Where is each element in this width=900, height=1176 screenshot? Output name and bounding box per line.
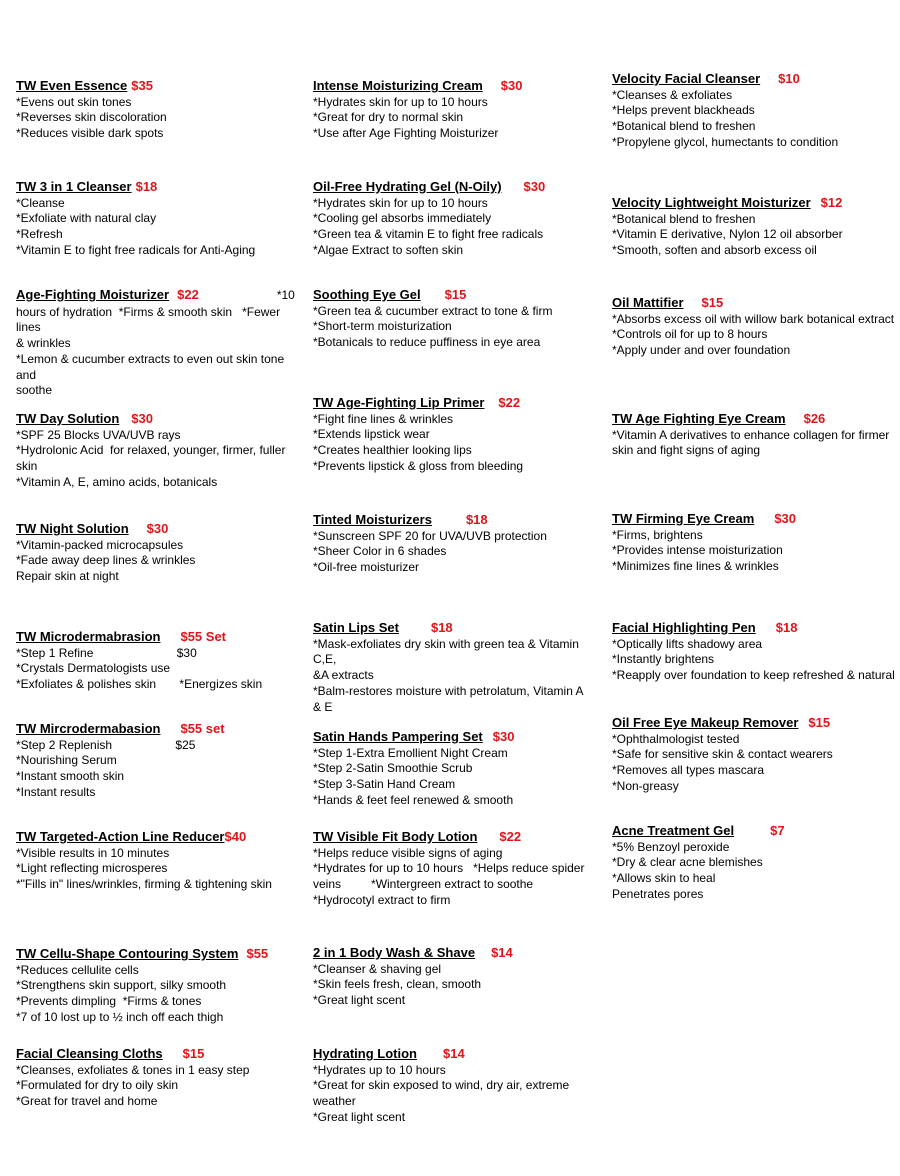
product-detail-line: *Prevents dimpling *Firms & tones bbox=[16, 994, 202, 1009]
product-heading bbox=[16, 411, 301, 427]
product-detail-line: *Optically lifts shadowy area bbox=[612, 636, 763, 651]
product-detail-line: *Smooth, soften and absorb excess oil bbox=[612, 243, 817, 258]
product-detail-line: *Safe for sensitive skin & contact wearers bbox=[612, 747, 833, 762]
product-heading bbox=[612, 511, 897, 527]
product-entry bbox=[313, 78, 593, 142]
product-detail-line: *Firms, brightens bbox=[612, 527, 703, 542]
product-price: $30 bbox=[146, 521, 169, 536]
product-detail-line: *Hands & feet feel renewed & smooth bbox=[313, 792, 514, 807]
product-name: TW Day Solution bbox=[16, 411, 120, 426]
product-detail-line: *Reduces cellulite cells bbox=[16, 962, 139, 977]
product-detail-line: *Hydrocotyl extract to firm bbox=[313, 892, 451, 907]
product-detail-line: *Instantly brightens bbox=[612, 652, 715, 667]
product-detail-line: *Step 1-Extra Emollient Night Cream bbox=[313, 745, 508, 760]
product-name: TW Firming Eye Cream bbox=[612, 511, 755, 526]
product-detail-line: *Fade away deep lines & wrinkles bbox=[16, 553, 196, 568]
product-detail-line: *Visible results in 10 minutes bbox=[16, 845, 170, 860]
product-heading bbox=[16, 179, 301, 195]
product-price: $18 bbox=[775, 620, 798, 635]
product-entry bbox=[612, 411, 897, 459]
product-price: $30 bbox=[523, 179, 546, 194]
product-name: Facial Highlighting Pen bbox=[612, 620, 756, 635]
product-name: Oil-Free Hydrating Gel (N-Oily) bbox=[313, 179, 502, 194]
product-heading bbox=[313, 287, 593, 303]
product-detail-line: &A extracts bbox=[313, 668, 374, 683]
product-detail-line: *Skin feels fresh, clean, smooth bbox=[313, 977, 482, 992]
product-heading bbox=[313, 620, 593, 636]
product-detail-line: *Great for skin exposed to wind, dry air, extreme bbox=[313, 1078, 570, 1093]
product-heading bbox=[612, 823, 897, 839]
heading-extra-text: *10 bbox=[276, 288, 295, 302]
product-heading bbox=[16, 721, 301, 737]
product-name: Facial Cleansing Cloths bbox=[16, 1046, 163, 1061]
product-detail-line: *Reduces visible dark spots bbox=[16, 126, 164, 141]
product-detail-line: *Oil-free moisturizer bbox=[313, 560, 420, 575]
product-name: TW 3 in 1 Cleanser bbox=[16, 179, 132, 194]
product-entry bbox=[612, 823, 897, 903]
product-detail-line: *Ophthalmologist tested bbox=[612, 731, 740, 746]
product-detail-line: *Step 1 Refine $30 bbox=[16, 645, 197, 660]
product-entry bbox=[16, 521, 301, 585]
product-entry bbox=[313, 1046, 593, 1126]
product-detail-line: *Fight fine lines & wrinkles bbox=[313, 411, 454, 426]
product-detail-line: *Green tea & vitamin E to fight free radicals bbox=[313, 227, 544, 242]
product-name: Satin Hands Pampering Set bbox=[313, 729, 483, 744]
product-price: $40 bbox=[224, 829, 247, 844]
product-name: Oil Free Eye Makeup Remover bbox=[612, 715, 799, 730]
product-heading bbox=[313, 729, 593, 745]
product-price: $15 bbox=[808, 715, 831, 730]
product-detail-line: *Instant smooth skin bbox=[16, 769, 125, 784]
product-detail-line: *Hydrates up to 10 hours bbox=[313, 1062, 446, 1077]
product-name: Intense Moisturizing Cream bbox=[313, 78, 483, 93]
product-detail-line: *Allows skin to heal bbox=[612, 871, 716, 886]
product-price: $22 bbox=[499, 829, 522, 844]
product-heading bbox=[16, 78, 301, 94]
product-detail-line: *Vitamin A derivatives to enhance collagen for firmer bbox=[612, 427, 890, 442]
product-detail-line: *Sheer Color in 6 shades bbox=[313, 544, 447, 559]
product-detail-line: *Green tea & cucumber extract to tone & firm bbox=[313, 303, 553, 318]
product-detail-line: *Great for dry to normal skin bbox=[313, 110, 464, 125]
product-entry bbox=[313, 829, 593, 909]
product-detail-line: *Cleanses, exfoliates & tones in 1 easy step bbox=[16, 1062, 250, 1077]
product-detail-line: weather bbox=[313, 1094, 356, 1109]
product-detail-line: *Exfoliate with natural clay bbox=[16, 211, 157, 226]
product-detail-line: *Step 2-Satin Smoothie Scrub bbox=[313, 761, 473, 776]
product-detail-line: *Cleanses & exfoliates bbox=[612, 87, 733, 102]
product-heading bbox=[612, 411, 897, 427]
product-name: Oil Mattifier bbox=[612, 295, 684, 310]
product-name: TW Targeted-Action Line Reducer bbox=[16, 829, 225, 844]
product-heading bbox=[16, 629, 301, 645]
product-detail-line: *Evens out skin tones bbox=[16, 94, 132, 109]
product-heading bbox=[16, 521, 301, 537]
product-entry bbox=[612, 715, 897, 795]
product-detail-line: *Apply under and over foundation bbox=[612, 343, 791, 358]
product-detail-line: *Reapply over foundation to keep refreshed & natural bbox=[612, 668, 895, 683]
product-heading bbox=[313, 395, 593, 411]
product-detail-line: *Helps prevent blackheads bbox=[612, 103, 755, 118]
product-entry bbox=[313, 620, 593, 715]
product-detail-line: *Vitamin A, E, amino acids, botanicals bbox=[16, 474, 218, 489]
product-name: TW Cellu-Shape Contouring System bbox=[16, 946, 239, 961]
product-detail-line: *Light reflecting microsperes bbox=[16, 861, 168, 876]
product-entry bbox=[313, 395, 593, 475]
product-detail-line: *SPF 25 Blocks UVA/UVB rays bbox=[16, 427, 181, 442]
product-price: $30 bbox=[492, 729, 515, 744]
product-detail-line: *Botanicals to reduce puffiness in eye area bbox=[313, 335, 541, 350]
product-detail-line: *Propylene glycol, humectants to condition bbox=[612, 134, 839, 149]
product-entry bbox=[16, 179, 301, 259]
product-heading bbox=[612, 295, 897, 311]
product-detail-line: *Botanical blend to freshen bbox=[612, 119, 756, 134]
product-detail-line: *Cleanse bbox=[16, 195, 65, 210]
product-entry bbox=[612, 620, 897, 684]
product-entry bbox=[612, 511, 897, 575]
product-detail-line: *Extends lipstick wear bbox=[313, 427, 430, 442]
product-price: $14 bbox=[443, 1046, 465, 1061]
product-heading bbox=[612, 71, 897, 87]
product-entry bbox=[16, 829, 301, 893]
product-detail-line: *Step 3-Satin Hand Cream bbox=[313, 777, 456, 792]
product-name: Velocity Lightweight Moisturizer bbox=[612, 195, 811, 210]
product-detail-line: *"Fills in" lines/wrinkles, firming & tightening skin bbox=[16, 877, 272, 892]
product-entry bbox=[313, 945, 593, 1009]
product-heading bbox=[16, 287, 301, 304]
product-heading bbox=[612, 620, 897, 636]
product-detail-line: *Balm-restores moisture with petrolatum, Vitamin A & E bbox=[313, 683, 587, 714]
product-price: $22 bbox=[498, 395, 521, 410]
product-price: $12 bbox=[820, 195, 843, 210]
product-name: TW Microdermabrasion bbox=[16, 629, 161, 644]
product-name: Hydrating Lotion bbox=[313, 1046, 417, 1061]
product-name: Tinted Moisturizers bbox=[313, 512, 432, 527]
product-heading bbox=[313, 512, 593, 528]
product-detail-line: *Hydrolonic Acid for relaxed, younger, firmer, fuller skin bbox=[16, 443, 289, 474]
product-detail-line: *Hydrates skin for up to 10 hours bbox=[313, 195, 488, 210]
product-detail-line: *Vitamin E derivative, Nylon 12 oil absorber bbox=[612, 227, 843, 242]
product-detail-line: *Short-term moisturization bbox=[313, 319, 452, 334]
product-entry bbox=[16, 946, 301, 1026]
product-detail-line: Penetrates pores bbox=[612, 886, 704, 901]
product-detail-line: *Algae Extract to soften skin bbox=[313, 242, 464, 257]
product-detail-line: *7 of 10 lost up to ½ inch off each thigh bbox=[16, 1009, 224, 1024]
product-detail-line: *Cooling gel absorbs immediately bbox=[313, 211, 492, 226]
product-heading bbox=[313, 78, 593, 94]
product-price: $18 bbox=[135, 179, 158, 194]
product-price: $18 bbox=[430, 620, 453, 635]
product-name: Soothing Eye Gel bbox=[313, 287, 421, 302]
product-entry bbox=[612, 71, 897, 151]
product-price: $22 bbox=[177, 287, 199, 302]
product-detail-line: & wrinkles bbox=[16, 336, 71, 351]
product-detail-line: *Vitamin-packed microcapsules bbox=[16, 537, 184, 552]
product-heading bbox=[313, 945, 593, 961]
product-name: 2 in 1 Body Wash & Shave bbox=[313, 945, 476, 960]
product-price: $30 bbox=[500, 78, 523, 93]
product-detail-line: hours of hydration *Firms & smooth skin *Fewer lines bbox=[16, 304, 284, 335]
product-entry bbox=[313, 729, 593, 809]
product-price: $18 bbox=[465, 512, 488, 527]
product-detail-line: skin and fight signs of aging bbox=[612, 443, 761, 458]
product-entry bbox=[16, 1046, 301, 1110]
product-entry bbox=[313, 512, 593, 576]
product-detail-line: *Exfoliates & polishes skin *Energizes skin bbox=[16, 677, 263, 692]
product-entry bbox=[16, 721, 301, 801]
product-detail-line: *Crystals Dermatologists use bbox=[16, 661, 171, 676]
product-detail-line: *Absorbs excess oil with willow bark botanical extract bbox=[612, 311, 895, 326]
product-detail-line: *Great light scent bbox=[313, 1109, 406, 1124]
product-heading bbox=[612, 195, 897, 211]
product-detail-line: *Botanical blend to freshen bbox=[612, 211, 756, 226]
product-detail-line: *Creates healthier looking lips bbox=[313, 443, 472, 458]
product-entry bbox=[612, 295, 897, 359]
product-detail-line: *Great for travel and home bbox=[16, 1094, 158, 1109]
product-detail-line: *Mask-exfoliates dry skin with green tea & Vitamin C,E, bbox=[313, 636, 583, 667]
product-heading bbox=[612, 715, 897, 731]
product-detail-line: *Strengthens skin support, silky smooth bbox=[16, 978, 227, 993]
product-price: $55 set bbox=[180, 721, 225, 736]
product-detail-line: *Use after Age Fighting Moisturizer bbox=[313, 126, 499, 141]
product-detail-line: soothe bbox=[16, 383, 53, 398]
product-detail-line: *Minimizes fine lines & wrinkles bbox=[612, 559, 779, 574]
product-name: TW Age-Fighting Lip Primer bbox=[313, 395, 485, 410]
product-name: TW Mircrodermabasion bbox=[16, 721, 161, 736]
product-name: Age-Fighting Moisturizer bbox=[16, 287, 170, 302]
product-entry bbox=[313, 287, 593, 351]
product-entry bbox=[16, 287, 301, 399]
product-detail-line: *Helps reduce visible signs of aging bbox=[313, 845, 503, 860]
product-detail-line: *Hydrates skin for up to 10 hours bbox=[313, 94, 488, 109]
product-name: Velocity Facial Cleanser bbox=[612, 71, 761, 86]
product-detail-line: *Cleanser & shaving gel bbox=[313, 961, 442, 976]
product-price: $30 bbox=[131, 411, 153, 426]
product-detail-line: *Non-greasy bbox=[612, 778, 679, 793]
product-price: $10 bbox=[778, 71, 800, 86]
product-detail-line: *Nourishing Serum bbox=[16, 753, 117, 768]
product-name: Satin Lips Set bbox=[313, 620, 399, 635]
product-heading bbox=[313, 179, 593, 195]
product-price: $15 bbox=[444, 287, 467, 302]
product-detail-line: *Reverses skin discoloration bbox=[16, 110, 167, 125]
product-price: $30 bbox=[774, 511, 797, 526]
product-detail-line: *Refresh bbox=[16, 227, 63, 242]
product-entry bbox=[16, 629, 301, 693]
product-price: $14 bbox=[491, 945, 513, 960]
product-heading bbox=[313, 1046, 593, 1062]
product-price: $35 bbox=[131, 78, 153, 93]
product-price: $7 bbox=[770, 823, 785, 838]
product-entry bbox=[16, 78, 301, 142]
product-detail-line: *Hydrates for up to 10 hours *Helps reduce spider bbox=[313, 861, 585, 876]
product-name: TW Age Fighting Eye Cream bbox=[612, 411, 786, 426]
product-name: TW Visible Fit Body Lotion bbox=[313, 829, 478, 844]
product-name: Acne Treatment Gel bbox=[612, 823, 735, 838]
product-entry bbox=[313, 179, 593, 259]
product-price: $55 Set bbox=[180, 629, 227, 644]
product-detail-line: *Instant results bbox=[16, 784, 96, 799]
product-detail-line: *Lemon & cucumber extracts to even out skin tone and bbox=[16, 351, 288, 382]
product-heading bbox=[16, 829, 301, 845]
product-detail-line: *Vitamin E to fight free radicals for Anti-Aging bbox=[16, 242, 256, 257]
product-detail-line: *5% Benzoyl peroxide bbox=[612, 839, 730, 854]
product-detail-line: *Step 2 Replenish $25 bbox=[16, 737, 196, 752]
product-price: $15 bbox=[182, 1046, 205, 1061]
product-price: $15 bbox=[701, 295, 724, 310]
product-name: TW Night Solution bbox=[16, 521, 129, 536]
product-detail-line: *Great light scent bbox=[313, 993, 406, 1008]
product-detail-line: *Dry & clear acne blemishes bbox=[612, 855, 763, 870]
product-detail-line: *Sunscreen SPF 20 for UVA/UVB protection bbox=[313, 528, 547, 543]
product-detail-line: *Controls oil for up to 8 hours bbox=[612, 327, 768, 342]
product-entry bbox=[612, 195, 897, 259]
product-heading bbox=[16, 1046, 301, 1062]
product-entry bbox=[16, 411, 301, 491]
product-heading bbox=[313, 829, 593, 845]
product-price: $55 bbox=[246, 946, 269, 961]
product-detail-line: *Formulated for dry to oily skin bbox=[16, 1078, 179, 1093]
product-detail-line: *Removes all types mascara bbox=[612, 763, 765, 778]
product-name: TW Even Essence bbox=[16, 78, 128, 93]
product-heading bbox=[16, 946, 301, 962]
product-detail-line: *Provides intense moisturization bbox=[612, 543, 783, 558]
product-detail-line: veins *Wintergreen extract to soothe bbox=[313, 877, 534, 892]
product-detail-line: *Prevents lipstick & gloss from bleeding bbox=[313, 458, 524, 473]
product-price: $26 bbox=[803, 411, 826, 426]
product-detail-line: Repair skin at night bbox=[16, 569, 119, 584]
